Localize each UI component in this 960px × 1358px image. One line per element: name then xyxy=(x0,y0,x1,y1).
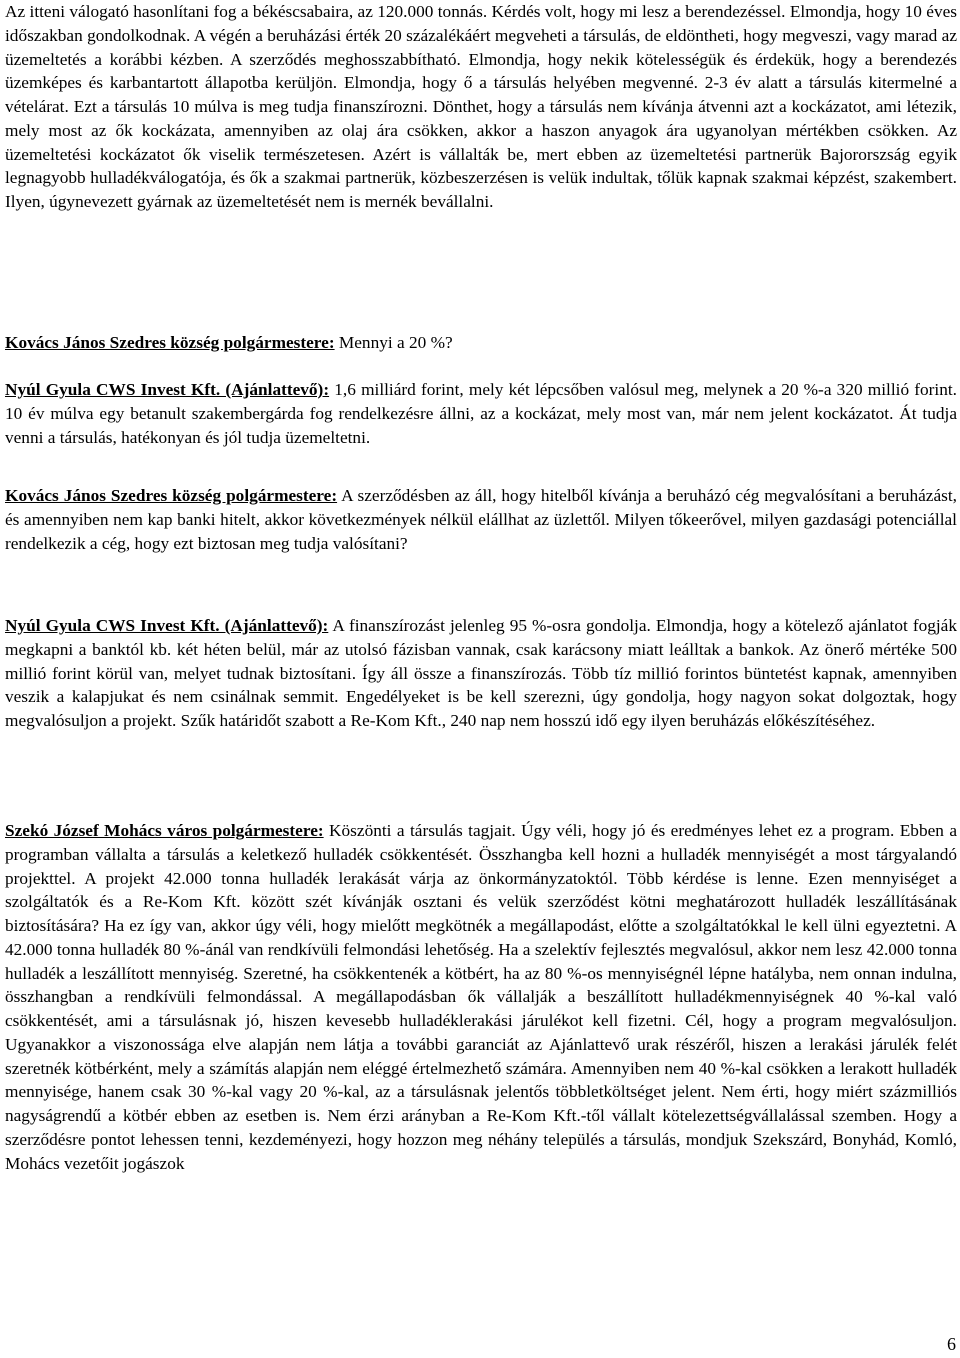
paragraph-intro xyxy=(5,0,957,214)
paragraph-text: Mennyi a 20 %? xyxy=(334,333,453,352)
paragraph-text: A szerződésben az áll, hogy hitelből kívánja a beruházó cég megvalósítani a beruházást, és amennyiben nem kap banki hitelt, akkor következmények nélkül elállhat az üzlettől. Milyen tőkeerővel, milyen gazdasági potenciállal rendelkezik a cég, hogy ezt biztosan meg tudja valósítani? xyxy=(5,486,957,553)
paragraph-question-financing xyxy=(5,484,957,555)
page-number: 6 xyxy=(947,1334,956,1354)
paragraph-answer-financing xyxy=(5,614,957,733)
speaker-label: Szekó József Mohács város polgármestere: xyxy=(5,821,324,840)
paragraph-answer-1-6-billion xyxy=(5,378,957,449)
paragraph-mohacs-mayor xyxy=(5,819,957,1175)
speaker-label: Kovács János Szedres község polgármestere: xyxy=(5,486,338,505)
paragraph-question-20-percent xyxy=(5,331,957,355)
paragraph-text: 1,6 milliárd forint, mely két lépcsőben valósul meg, melynek a 20 %-a 320 millió forint. 10 év múlva egy betanult szakembergárda fog rendelkezésre állni, az a kockázat, mely most van, már nem jelent kockázatot. Át tudja venni a társulás, hatékonyan és jól tudja üzemeltetni. xyxy=(5,380,957,447)
paragraph-text: A finanszírozást jelenleg 95 %-osra gondolja. Elmondja, hogy a kötelező ajánlatot fogják megkapni a banktól kb. két héten belül, már az utolsó fázisban vannak, csak karácsony miatt leálltak a bankok. Az önerő mértéke 500 millió forint körül van, melyet tudnak biztosítani. Így áll össze a finanszírozás. Több tíz millió forintos büntetést kapnak, amennyiben veszik a kalapjukat és nem csinálnak semmit. Engedélyeket is be kell szerezni, úgy gondolja, hogy nagyon sokat dolgoztak, hogy megvalósuljon a projekt. Szűk határidőt szabott a Re-Kom Kft., 240 nap nem hosszú idő egy ilyen beruházás előkészítéséhez. xyxy=(5,616,957,730)
speaker-label: Nyúl Gyula CWS Invest Kft. (Ajánlattevő): xyxy=(5,616,329,635)
speaker-label: Kovács János Szedres község polgármestere: xyxy=(5,333,335,352)
paragraph-text: Köszönti a társulás tagjait. Úgy véli, hogy jó és eredményes lehet ez a program. Ebben a programban vállalta a társulás a keletkező hulladék csökkentését. Összhangba kell hozni a hulladék mennyiségét a most tárgyalandó projekttel. A projekt 42.000 tonna hulladék lerakását várja az önkormányzatoktól. Több kérdése is lenne. Ezen mennyiséget a szolgáltatók és a Re-Kom Kft. között szét kívánják osztani és velük szerződést kötni meghatározott hulladék leszállításának biztosítására? Ha ez így van, akkor úgy véli, hogy mielőtt megkötnék a megállapodást, előtte a szolgáltatókkal le kell ülni egyeztetni. A 42.000 tonna hulladék 80 %-ánál van rendkívüli felmondási lehetőség. Ha a szelektív fejlesztés megvalósul, akkor nem lesz 42.000 tonna hulladék a leszállított mennyiség. Szeretné, ha csökkentenék a kötbért, ha az 80 %-os mennyiségnél lépne hatályba, nem onnan indulna, összhangban a rendkívüli felmondással. A megállapodásban ők vállalják a beszállított hulladékmennyiségnek 40 %-kal való csökkentését, ami a társulásnak jó, hiszen kevesebb hulladéklerakási járulékot kell fizetni. Cél, hogy a program megvalósuljon. Ugyanakkor a viszonossága elve alapján nem látja a további garanciát az Ajánlattevő urak részéről, hiszen a lerakási járulék felét szeretnék kötbérként, mely a számítás alapján nem eléggé értelmezhető számára. Amennyiben nem 40 %-kal csökken a lerakott hulladék mennyisége, hanem csak 30 %-kal vagy 20 %-kal, az a társulásnak jelentős többletköltséget jelent. Nem érti, hogy miért százmilliós nagyságrendű a kötbér ebben az esetben is. Nem érzi arányban a Re-Kom Kft.-től vállalt kötelezettségvállalással szemben. Hogy a szerződésre pontot lehessen tenni, kezdeményezi, hogy hozzon meg néhány település a társulás, mondjuk Szekszárd, Bonyhád, Komló, Mohács vezetőit jogászok xyxy=(5,821,957,1173)
speaker-label: Nyúl Gyula CWS Invest Kft. (Ajánlattevő): xyxy=(5,380,330,399)
paragraph-text: Az itteni válogató hasonlítani fog a békéscsabaira, az 120.000 tonnás. Kérdés volt, hogy mi lesz a berendezéssel. Elmondja, hogy 10 éves időszakban gondolkodnak. A végén a beruházási érték 20 százalékáért megveheti a társulás, de eldöntheti, hogy megveszi, vagy marad az üzemeltetés a korábbi kézben. A szerződés meghosszabbítható. Elmondja, hogy nekik kötelességük és érdekük, hogy a berendezés üzemképes és karbantartott állapotba kerüljön. Elmondja, hogy ő a társulás helyében megvenné. 2-3 év alatt a társulás kitermelné a vételárat. Ezt a társulás 10 múlva is meg tudja finanszírozni. Dönthet, hogy a társulás nem kívánja átvenni azt a kockázatot, ami létezik, mely most az ők kockázata, amennyiben az olaj ára csökken, akkor a haszon anyagok ára ugyanolyan mértékben csökken. Az üzemeltetési kockázatot ők viselik természetesen. Azért is vállalták be, mert ebben az üzemeltetési partnerük Bajororszság egyik legnagyobb hulladékválogatója, és ők a szakmai partnerük, közbeszerzésen is velük indultak, tőlük kapnak szakmai képzést, szakembert. Ilyen, úgynevezett gyárnak az üzemeltetését nem is mernék bevállalni. xyxy=(5,2,957,211)
